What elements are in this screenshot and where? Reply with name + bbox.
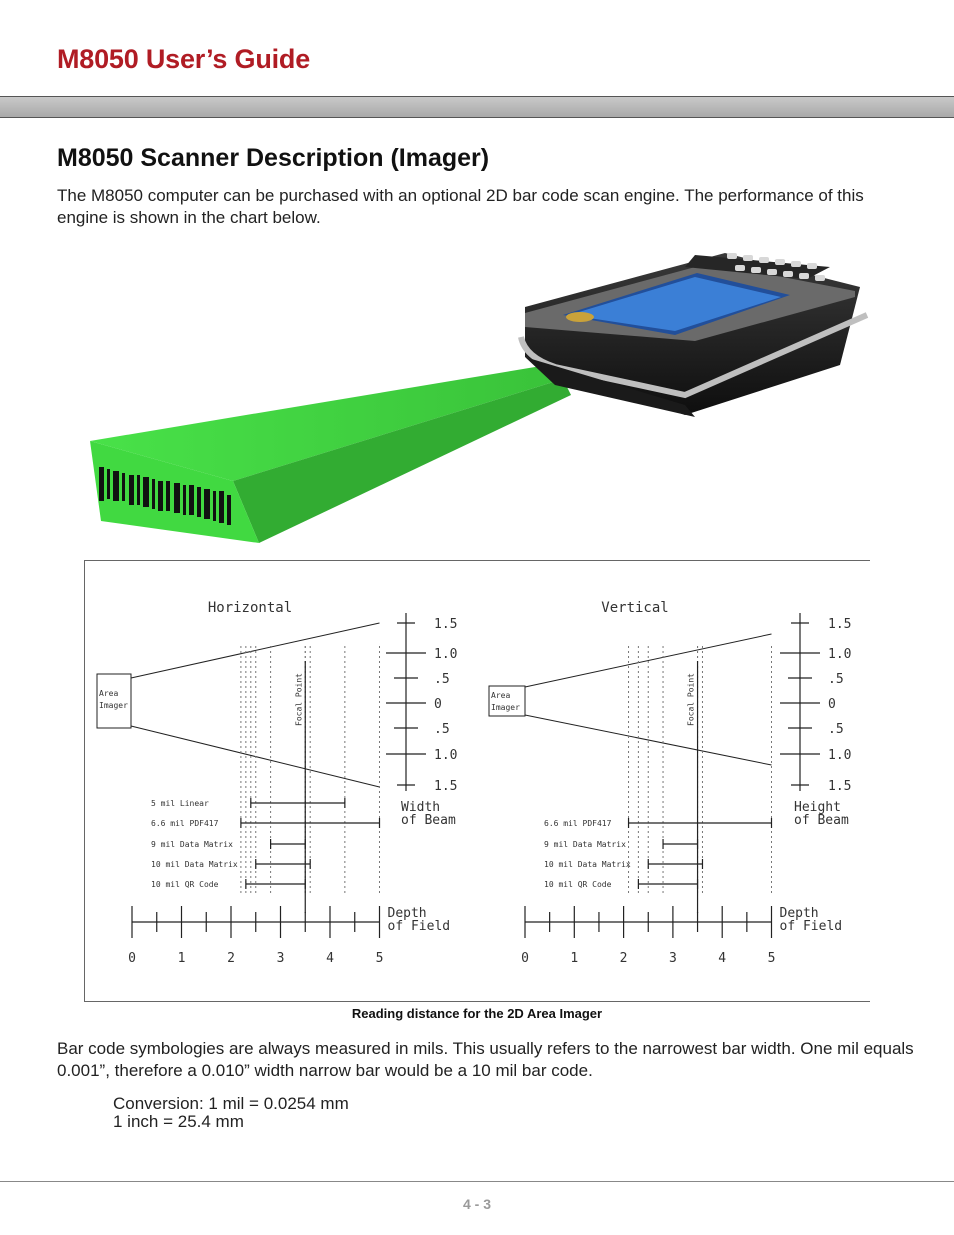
- beam-scale-title: of Beam: [794, 813, 849, 828]
- depth-axis-title: Depth: [387, 906, 427, 921]
- footer-rule: [0, 1181, 954, 1182]
- document-title: M8050 User’s Guide: [57, 44, 311, 74]
- range-label: 10 mil Data Matrix: [151, 860, 238, 869]
- section-title: M8050 Scanner Description (Imager): [57, 144, 490, 172]
- depth-axis-title: of Field: [387, 919, 451, 934]
- range-label: 6.6 mil PDF417: [544, 819, 612, 828]
- area-imager-label: Area: [99, 689, 119, 698]
- area-imager-label: Imager: [99, 701, 128, 710]
- depth-axis-label: 5: [375, 951, 384, 966]
- depth-axis-label: 5: [767, 951, 776, 966]
- focal-point-label: Focal Point: [294, 673, 304, 726]
- beam-scale-label: 1.0: [434, 748, 458, 763]
- beam-scale-label: .5: [828, 672, 844, 687]
- depth-axis-title: Depth: [779, 906, 819, 921]
- beam-scale-label: 1.0: [828, 647, 852, 662]
- depth-axis-label: 4: [326, 951, 334, 966]
- conversion-line-mil: Conversion: 1 mil = 0.0254 mm: [113, 1094, 349, 1113]
- beam-scale-label: .5: [828, 722, 844, 737]
- beam-scale-label: 0: [828, 697, 836, 712]
- header-bar: [0, 96, 954, 118]
- page-number: 4 - 3: [462, 1196, 491, 1212]
- beam-scale-label: 0: [434, 697, 442, 712]
- depth-axis-label: 3: [276, 951, 285, 966]
- depth-axis-label: 3: [668, 951, 677, 966]
- beam-edge-top: [131, 623, 380, 678]
- chart-canvas: [85, 561, 871, 1003]
- range-label: 5 mil Linear: [151, 799, 209, 808]
- beam-scale-label: 1.5: [434, 617, 458, 632]
- beam-scale-label: .5: [434, 722, 450, 737]
- chart-title: Vertical: [601, 600, 669, 616]
- range-label: 10 mil QR Code: [151, 880, 219, 889]
- depth-axis-label: 1: [177, 951, 186, 966]
- depth-axis-label: 0: [521, 951, 529, 966]
- beam-scale-label: 1.0: [828, 748, 852, 763]
- scanner-beam-illustration: [85, 245, 875, 550]
- depth-axis-label: 1: [570, 951, 579, 966]
- intro-paragraph: The M8050 computer can be purchased with an optional 2D bar code scan engine. The performance of this engine is shown in the chart below.: [57, 186, 864, 227]
- conversion-line-inch: 1 inch = 25.4 mm: [113, 1112, 244, 1131]
- beam-scale-title: of Beam: [401, 813, 456, 828]
- depth-axis-label: 0: [128, 951, 136, 966]
- range-label: 6.6 mil PDF417: [151, 819, 219, 828]
- figure-caption: Reading distance for the 2D Area Imager: [351, 1006, 603, 1021]
- beam-scale-label: .5: [434, 672, 450, 687]
- range-label: 9 mil Data Matrix: [151, 840, 233, 849]
- range-label: 10 mil Data Matrix: [544, 860, 631, 869]
- beam-scale-label: 1.0: [434, 647, 458, 662]
- beam-scale-title: Height: [794, 800, 841, 815]
- depth-axis-label: 2: [619, 951, 628, 966]
- beam-edge-top: [525, 634, 772, 687]
- beam-scale-label: 1.5: [434, 779, 458, 794]
- conversion-block: [113, 1095, 349, 1131]
- beam-scale-title: Width: [401, 800, 441, 815]
- chart-title: Horizontal: [207, 600, 293, 616]
- scanner-device: [521, 253, 867, 417]
- focal-point-label: Focal Point: [686, 673, 696, 726]
- range-label: 10 mil QR Code: [544, 880, 612, 889]
- area-imager-label: Imager: [491, 703, 520, 712]
- range-label: 9 mil Data Matrix: [544, 840, 626, 849]
- beam-scale-label: 1.5: [828, 779, 852, 794]
- area-imager-label: Area: [491, 691, 511, 700]
- depth-axis-title: of Field: [779, 919, 843, 934]
- depth-axis-label: 4: [718, 951, 727, 966]
- body-paragraph: Bar code symbologies are always measured in mils. This usually refers to the narrowest bar width. One mil equals 0.001”, therefore a 0.010” width narrow bar would be a 10 mil bar code.: [57, 1039, 914, 1080]
- reading-distance-chart: [84, 560, 870, 1002]
- depth-axis-label: 2: [227, 951, 235, 966]
- beam-scale-label: 1.5: [828, 617, 852, 632]
